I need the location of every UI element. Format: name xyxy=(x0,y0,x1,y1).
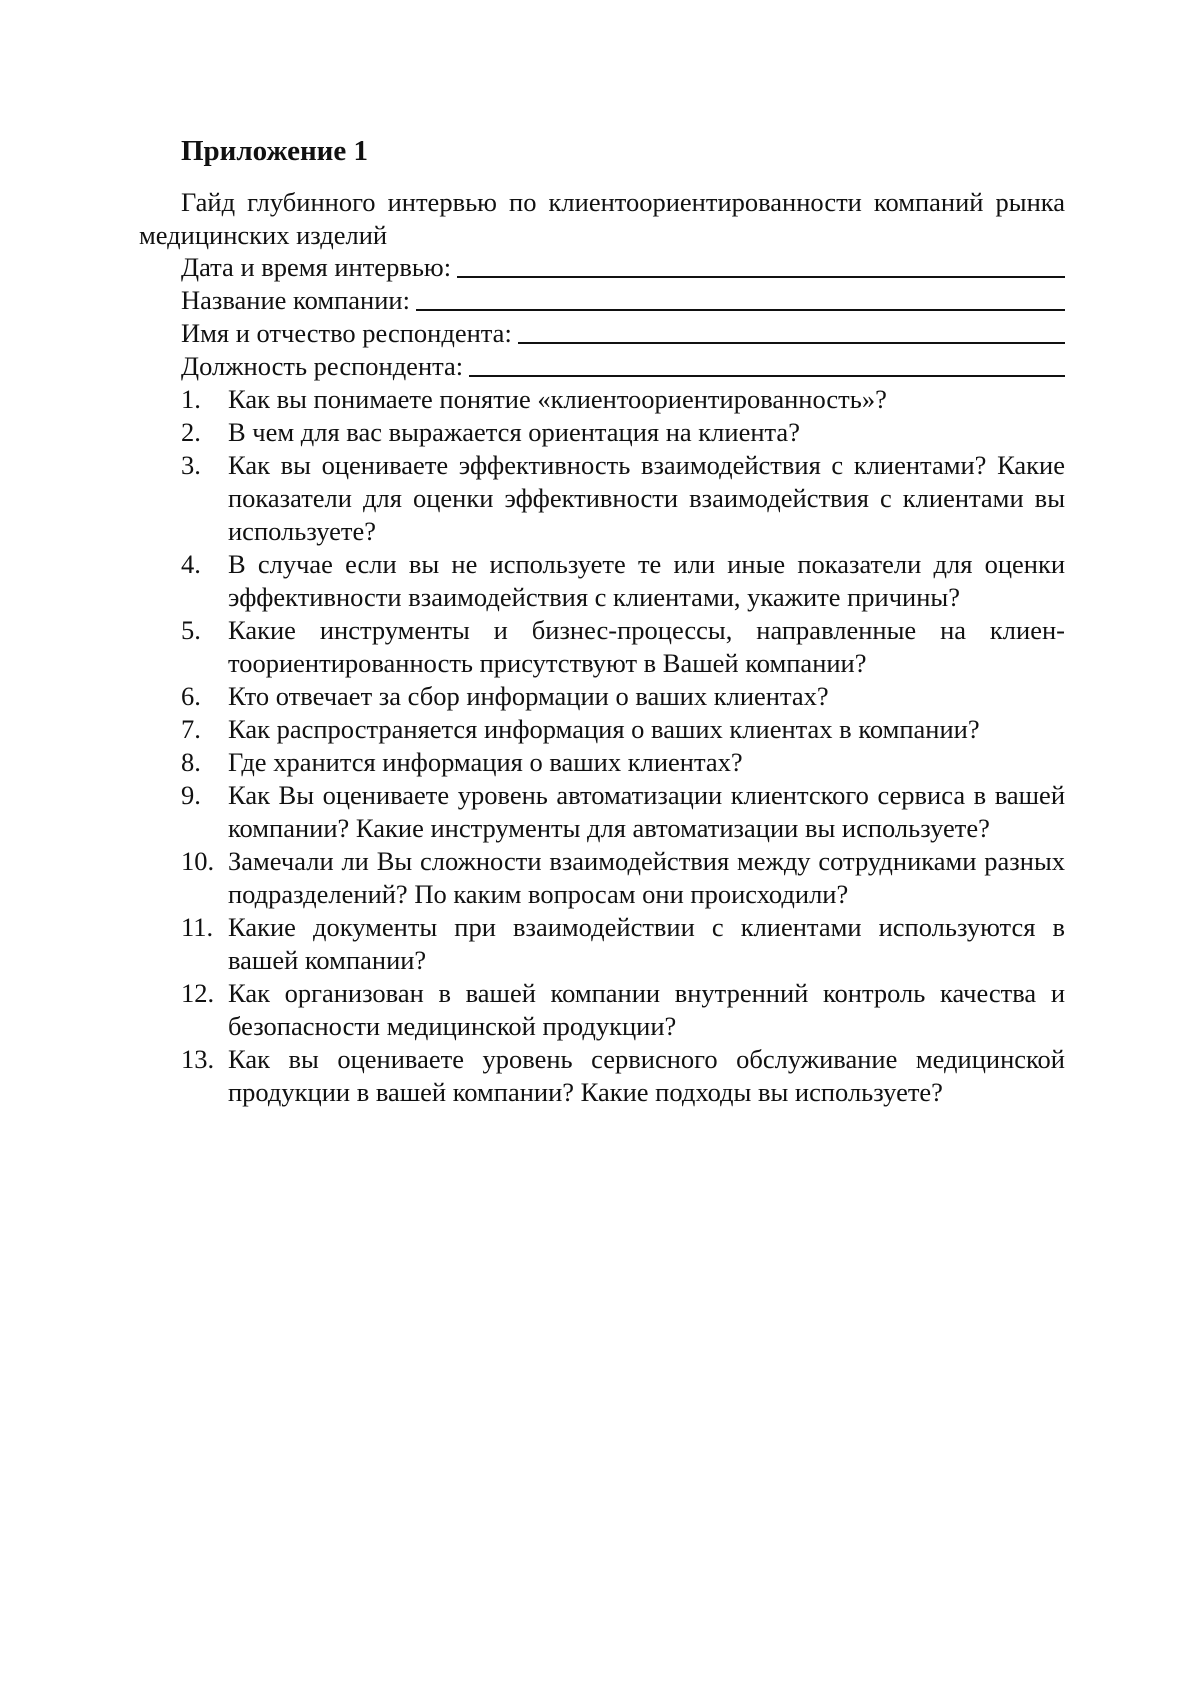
question-number: 11. xyxy=(181,912,214,942)
question-number: 9. xyxy=(181,780,201,810)
guide-intro: Гайд глубинного интервью по клиентоориентированности компаний рынка медицинских изделий xyxy=(139,187,1065,250)
question-text: Кто отвечает за сбор информации о ваших клиентах? xyxy=(228,681,829,711)
question-number: 5. xyxy=(181,615,201,645)
question-number: 2. xyxy=(181,417,201,447)
question-item xyxy=(181,449,1065,548)
appendix-heading: Приложение 1 xyxy=(181,135,368,167)
question-list xyxy=(181,383,1065,1109)
question-text: В чем для вас выражается ориентация на клиента? xyxy=(228,417,800,447)
question-number: 13. xyxy=(181,1044,215,1074)
field-respondent-position xyxy=(181,350,1065,383)
question-text: Какие документы при взаимодействии с клиентами используются в вашей компании? xyxy=(228,912,1065,975)
question-number: 3. xyxy=(181,450,201,480)
question-text: Как Вы оцениваете уровень автоматизации клиентского сервиса в вашей компании? Какие инструменты для автоматизации вы используете? xyxy=(228,780,1065,843)
question-text: Как вы оцениваете эффективность взаимодействия с клиентами? Какие показатели для оценки эффективности взаимодействия с клиентами вы используете? xyxy=(228,450,1065,546)
question-item xyxy=(181,416,1065,449)
question-number: 6. xyxy=(181,681,201,711)
respondent-fields xyxy=(181,251,1065,383)
question-text: Как вы понимаете понятие «клиентоориентированность»? xyxy=(228,384,887,414)
question-item xyxy=(181,383,1065,416)
question-text: Как распространяется информация о ваших клиентах в компании? xyxy=(228,714,980,744)
question-number: 8. xyxy=(181,747,201,777)
blank-line xyxy=(416,309,1065,311)
question-text: В случае если вы не используете те или иные показатели для оценки эффективности взаимодействия с клиентами, укажите причины? xyxy=(228,549,1065,612)
question-item xyxy=(181,713,1065,746)
question-item xyxy=(181,977,1065,1043)
question-item xyxy=(181,779,1065,845)
field-label: Должность респондента: xyxy=(181,351,464,381)
question-text: Где хранится информация о ваших клиентах? xyxy=(228,747,743,777)
field-label: Дата и время интервью: xyxy=(181,252,452,282)
question-number: 7. xyxy=(181,714,201,744)
question-item xyxy=(181,1043,1065,1109)
question-text: Как организован в вашей компании внутренний контроль качества и безопасности медицинской продукции? xyxy=(228,978,1065,1041)
question-item xyxy=(181,548,1065,614)
field-respondent-name xyxy=(181,317,1065,350)
question-number: 10. xyxy=(181,846,215,876)
blank-line xyxy=(518,342,1065,344)
question-text: Как вы оцениваете уровень сервисного обслуживание медицинской продукции в вашей компании? Какие подходы вы используете? xyxy=(228,1044,1065,1107)
question-text: Какие инструменты и бизнес-процессы, направленные на клиентоориентированность присутствуют в Вашей компании? xyxy=(228,615,1065,678)
question-item xyxy=(181,614,1065,680)
question-item xyxy=(181,911,1065,977)
field-label: Название компании: xyxy=(181,285,410,315)
question-item xyxy=(181,680,1065,713)
question-item xyxy=(181,746,1065,779)
question-item xyxy=(181,845,1065,911)
field-label: Имя и отчество респондента: xyxy=(181,318,512,348)
blank-line xyxy=(469,375,1065,377)
question-number: 1. xyxy=(181,384,201,414)
blank-line xyxy=(457,276,1065,278)
field-company-name xyxy=(181,284,1065,317)
question-text: Замечали ли Вы сложности взаимодействия между сотрудниками разных подразделений? По каким вопросам они происходили? xyxy=(228,846,1065,909)
question-number: 12. xyxy=(181,978,215,1008)
question-number: 4. xyxy=(181,549,201,579)
field-interview-datetime xyxy=(181,251,1065,284)
